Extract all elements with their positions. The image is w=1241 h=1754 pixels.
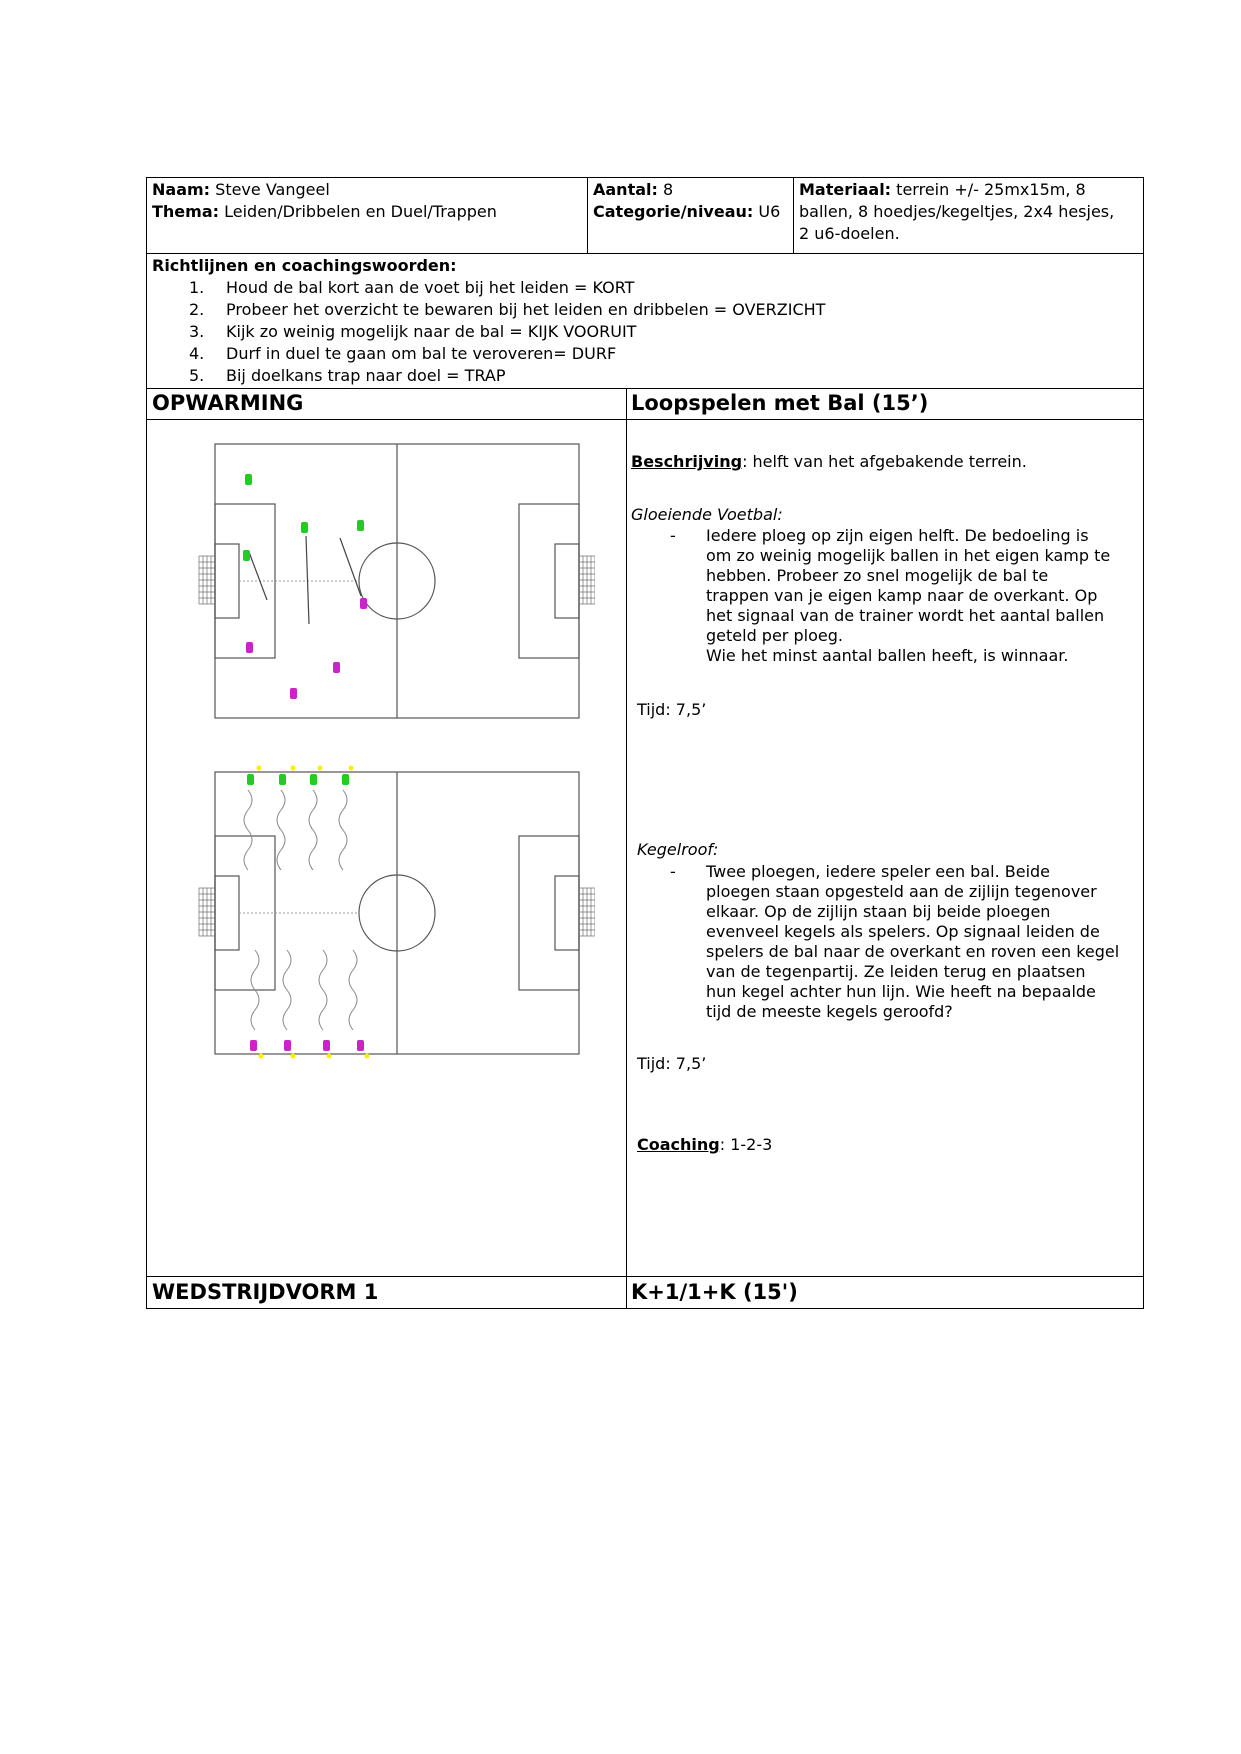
right-penalty-box (519, 504, 579, 658)
green-team-players (243, 474, 364, 561)
cone (365, 1054, 370, 1059)
left-goal-net (199, 888, 215, 936)
loopspelen-title: Loopspelen met Bal (15’) (631, 391, 929, 415)
wedstrijdvorm-title: WEDSTRIJDVORM 1 (152, 1280, 379, 1304)
kegelroof-line: evenveel kegels als spelers. Op signaal leiden de (706, 922, 1100, 941)
header-divider-1 (587, 177, 588, 254)
materiaal-row (799, 180, 1086, 200)
cone (257, 766, 262, 771)
green-player (247, 774, 254, 785)
gloeiende-voetbal-line: trappen van je eigen kamp naar de overkant. Op (706, 586, 1098, 605)
beschrijving-row (631, 452, 1027, 472)
cone (349, 766, 354, 771)
richtlijnen-title: Richtlijnen en coachingswoorden: (152, 256, 457, 275)
cone (327, 1054, 332, 1059)
kegelroof-line: ploegen staan opgesteld aan de zijlijn tegenover (706, 882, 1097, 901)
green-player (342, 774, 349, 785)
richtlijn-num: 1. (189, 278, 205, 297)
thema-label: Thema: (152, 202, 220, 221)
thema-row (152, 202, 497, 222)
pitch-diagram-gloeiende-voetbal (195, 438, 595, 723)
cone (259, 1054, 264, 1059)
categorie-row (593, 202, 780, 222)
richtlijn-text: Houd de bal kort aan de voet bij het leiden = KORT (226, 278, 635, 297)
gloeiende-voetbal-dash: - (670, 526, 676, 545)
kegelroof-line: hun kegel achter hun lijn. Wie heeft na bepaalde (706, 982, 1096, 1001)
kegelroof-line: van de tegenpartij. Ze leiden terug en plaatsen (706, 962, 1086, 981)
beschrijving-text: : helft van het afgebakende terrein. (742, 452, 1027, 471)
kegelroof-line: elkaar. Op de zijlijn staan bij beide ploegen (706, 902, 1051, 921)
purple-player (250, 1040, 257, 1051)
gloeiende-voetbal-line: hebben. Probeer zo snel mogelijk de bal te (706, 566, 1049, 585)
header-divider-2 (793, 177, 794, 254)
right-goal-net (579, 888, 595, 936)
purple-player (357, 1040, 364, 1051)
richtlijn-num: 4. (189, 344, 205, 363)
gloeiende-voetbal-line: Wie het minst aantal ballen heeft, is winnaar. (706, 646, 1069, 665)
purple-player (333, 662, 340, 673)
purple-team-players (246, 598, 367, 699)
materiaal-line3: 2 u6-doelen. (799, 224, 900, 243)
cone (291, 1054, 296, 1059)
left-goal-net (199, 556, 215, 604)
right-goal-net (579, 556, 595, 604)
naam-row (152, 180, 330, 200)
purple-team-players (250, 1040, 364, 1051)
right-goal-box (555, 544, 579, 618)
wedstrijdvorm-header-divider (626, 1276, 627, 1309)
kegelroof-title: Kegelroof: (637, 840, 719, 859)
green-player (310, 774, 317, 785)
naam-label: Naam: (152, 180, 211, 199)
green-player (279, 774, 286, 785)
right-penalty-box (519, 836, 579, 990)
materiaal-line1: terrein +/- 25mx15m, 8 (896, 180, 1086, 199)
aantal-row (593, 180, 673, 200)
coaching-row (637, 1135, 772, 1155)
materiaal-label: Materiaal: (799, 180, 892, 199)
gloeiende-voetbal-title: Gloeiende Voetbal: (631, 505, 783, 524)
opwarming-title: OPWARMING (152, 391, 304, 415)
gloeiende-voetbal-tijd: Tijd: 7,5’ (637, 700, 707, 719)
green-team-players (247, 774, 349, 785)
richtlijn-text: Kijk zo weinig mogelijk naar de bal = KIJK VOORUIT (226, 322, 637, 341)
opwarming-header-divider (626, 388, 627, 420)
aantal-label: Aantal: (593, 180, 658, 199)
richtlijn-text: Durf in duel te gaan om bal te veroveren= DURF (226, 344, 617, 363)
coaching-text: : 1-2-3 (719, 1135, 773, 1154)
richtlijn-text: Probeer het overzicht te bewaren bij het leiden en dribbelen = OVERZICHT (226, 300, 826, 319)
green-player (301, 522, 308, 533)
left-goal-box (215, 544, 239, 618)
purple-player (290, 688, 297, 699)
richtlijn-num: 5. (189, 366, 205, 385)
dribble-paths (244, 790, 357, 1030)
gloeiende-voetbal-line: geteld per ploeg. (706, 626, 843, 645)
categorie-label: Categorie/niveau: (593, 202, 754, 221)
purple-player (323, 1040, 330, 1051)
gloeiende-voetbal-line: Iedere ploeg op zijn eigen helft. De bedoeling is (706, 526, 1089, 545)
thema-value: Leiden/Dribbelen en Duel/Trappen (224, 202, 497, 221)
kegelroof-line: spelers de bal naar de overkant en roven een kegel (706, 942, 1120, 961)
naam-value: Steve Vangeel (215, 180, 330, 199)
gloeiende-voetbal-line: om zo weinig mogelijk ballen in het eigen kamp te (706, 546, 1111, 565)
purple-player (284, 1040, 291, 1051)
richtlijn-num: 2. (189, 300, 205, 319)
purple-player (360, 598, 367, 609)
left-goal-box (215, 876, 239, 950)
pass-arrows (249, 536, 361, 624)
cone (318, 766, 323, 771)
opwarming-content-divider (626, 419, 627, 1277)
pitch-diagram-kegelroof (195, 760, 595, 1060)
categorie-value: U6 (758, 202, 781, 221)
cone (291, 766, 296, 771)
green-player (245, 474, 252, 485)
richtlijn-text: Bij doelkans trap naar doel = TRAP (226, 366, 506, 385)
wedstrijdvorm-format: K+1/1+K (15') (631, 1280, 798, 1304)
kegelroof-dash: - (670, 862, 676, 881)
kegelroof-tijd: Tijd: 7,5’ (637, 1054, 707, 1073)
green-player (243, 550, 250, 561)
right-goal-box (555, 876, 579, 950)
kegelroof-line: Twee ploegen, iedere speler een bal. Beide (706, 862, 1051, 881)
materiaal-line2: ballen, 8 hoedjes/kegeltjes, 2x4 hesjes, (799, 202, 1115, 221)
purple-player (246, 642, 253, 653)
beschrijving-label: Beschrijving (631, 452, 743, 471)
aantal-value: 8 (663, 180, 674, 199)
gloeiende-voetbal-line: het signaal van de trainer wordt het aantal ballen (706, 606, 1105, 625)
kegelroof-line: tijd de meeste kegels geroofd? (706, 1002, 953, 1021)
green-player (357, 520, 364, 531)
richtlijn-num: 3. (189, 322, 205, 341)
coaching-label: Coaching (637, 1135, 720, 1154)
